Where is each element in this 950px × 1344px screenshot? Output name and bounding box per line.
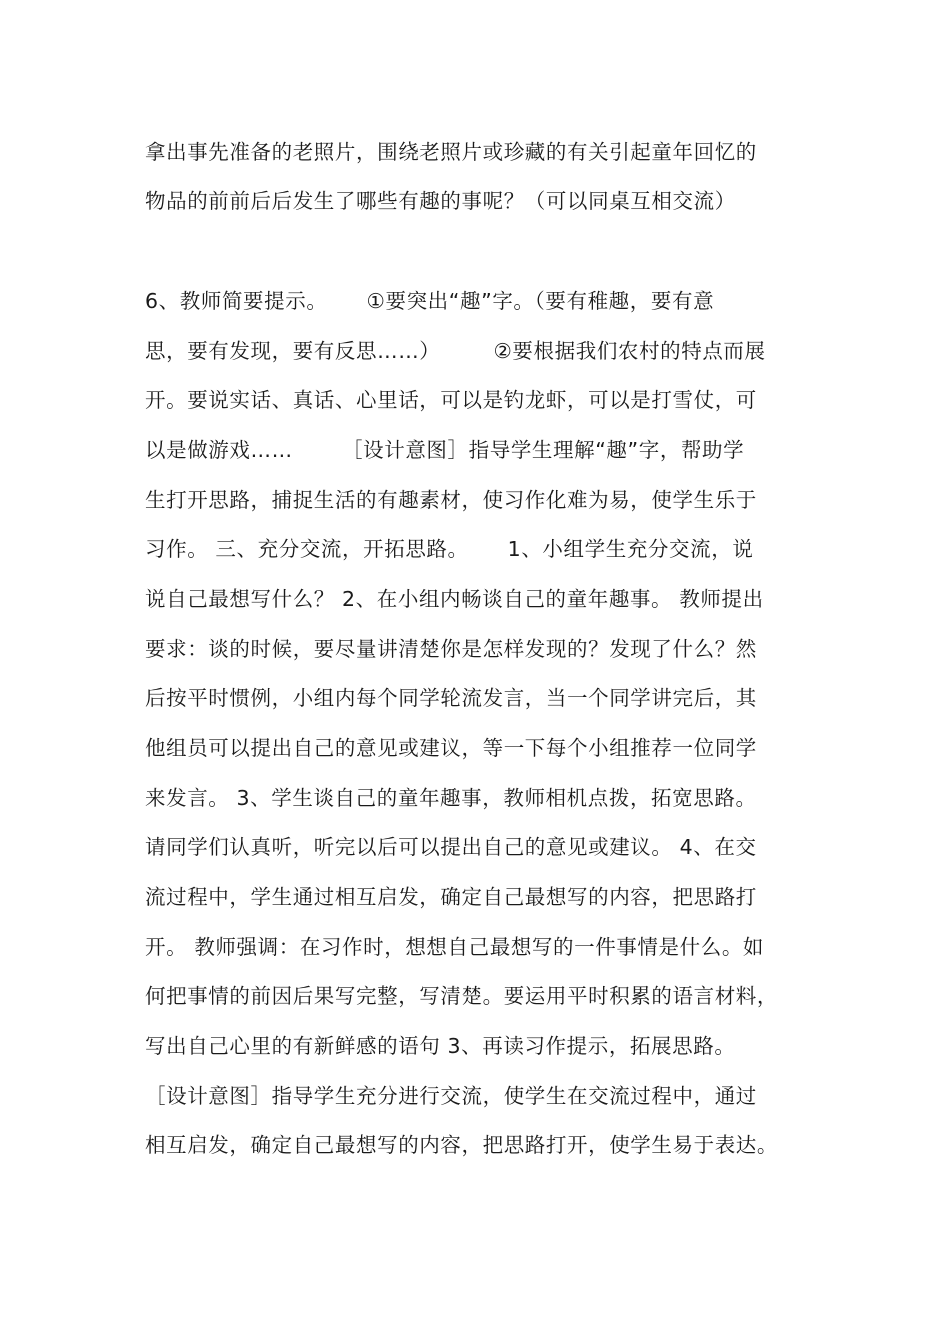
text-line: 来发言。 3、学生谈自己的童年趣事，教师相机点拨，拓宽思路。 xyxy=(145,786,757,810)
text-line: 拿出事先准备的老照片，围绕老照片或珍藏的有关引起童年回忆的 xyxy=(145,140,757,164)
text-line: 何把事情的前因后果写完整，写清楚。要运用平时积累的语言材料， xyxy=(145,984,778,1008)
text-line: 开。 教师强调：在习作时，想想自己最想写的一件事情是什么。如 xyxy=(145,935,765,959)
text-line: 写出自己心里的有新鲜感的语句 3、再读习作提示，拓展思路。 xyxy=(145,1034,736,1058)
text-line: 请同学们认真听，听完以后可以提出自己的意见或建议。 4、在交 xyxy=(145,835,757,859)
text-line: 开。要说实话、真话、心里话，可以是钓龙虾，可以是打雪仗，可 xyxy=(145,388,757,412)
text-line: 6、教师简要提示。 ①要突出“趣”字。（要有稚趣，要有意 xyxy=(145,289,715,313)
text-line: 思，要有发现，要有反思……） ②要根据我们农村的特点而展 xyxy=(145,339,766,363)
text-line: 相互启发，确定自己最想写的内容，把思路打开，使学生易于表达。 xyxy=(145,1133,778,1157)
text-line: 以是做游戏…… ［设计意图］指导学生理解“趣”字，帮助学 xyxy=(145,438,745,462)
text-line: 生打开思路，捕捉生活的有趣素材，使习作化难为易，使学生乐于 xyxy=(145,488,757,512)
text-line: 流过程中，学生通过相互启发，确定自己最想写的内容，把思路打 xyxy=(145,885,757,909)
text-line: ［设计意图］指导学生充分进行交流，使学生在交流过程中，通过 xyxy=(145,1084,757,1108)
text-line: 物品的前前后后发生了哪些有趣的事呢？（可以同桌互相交流） xyxy=(145,189,736,213)
text-line: 他组员可以提出自己的意见或建议，等一下每个小组推荐一位同学 xyxy=(145,736,757,760)
text-line: 习作。 三、充分交流，开拓思路。 1、小组学生充分交流，说 xyxy=(145,537,754,561)
text-line: 说自己最想写什么？ 2、在小组内畅谈自己的童年趣事。 教师提出 xyxy=(145,587,764,611)
text-line: 要求：谈的时候，要尽量讲清楚你是怎样发现的？发现了什么？然 xyxy=(145,637,757,661)
text-line: 后按平时惯例，小组内每个同学轮流发言，当一个同学讲完后，其 xyxy=(145,686,757,710)
